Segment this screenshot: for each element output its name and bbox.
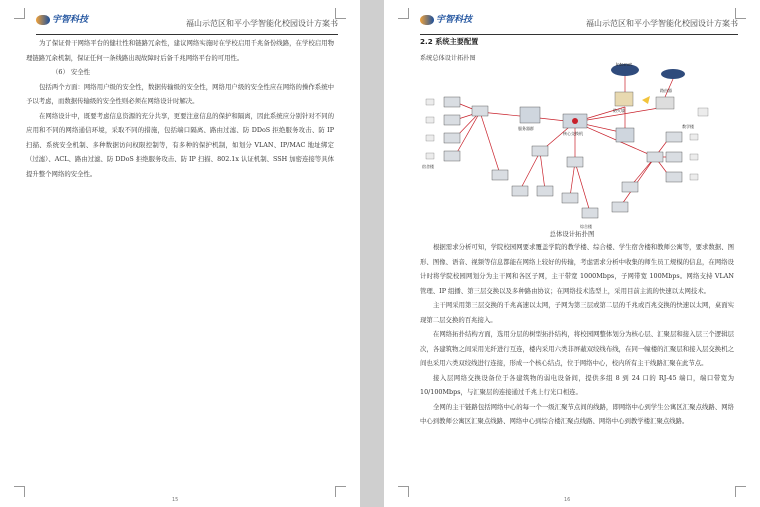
page-header [420, 14, 738, 35]
crop-mark [398, 8, 409, 19]
paragraph: 在网络拓扑结构方面，选用分层的树型拓扑结构，将校园网整体划分为核心层、汇聚层和接入层三个逻辑层次，各建筑物之间采用光纤进行互连，楼内采用六类非屏蔽双绞线布线，在同一幢楼的汇聚层和接入层交换机之间也采用六类双绞线进行连接，形成一个核心结点，位于网络中心，校内所有主干线路汇聚在此节点。 [420, 330, 734, 367]
paragraph: 在网络设计中，既要考虑信息资源的充分共享，更要注意信息的保护和隔离，因此系统应分别针对不同的应用和不同的网络通信环境，采取不同的措施，包括端口隔离、路由过滤、防 DDoS 拒绝服务攻击、防 IP 扫描、系统安全机制、多种数据访问权限控制等，有多种的保护机制，如划分 VLAN、IP/MAC 地址绑定（过滤）、ACL、路由过滤、防 DDoS 拒绝服务攻击、防 IP 扫描、802.1x 认证机制、SSH 加密连接等具体提升整个网络的安全性。 [26, 111, 334, 178]
logo-mark-icon [420, 15, 434, 25]
paragraph: 根据需求分析可知，学院校园网要求覆盖学院的教学楼、综合楼、学生宿舍楼和教师公寓等，要求数据、图形、图像、语音、视频等信息都能在网络上较好的传输，考虑需求分析中收集的师生员工规模的信息，在网络设计时将学院校园网划分为主干网和各区子网，主干带宽 1000Mbps，子网带宽 100Mbps。网络支持 VLAN 管理、IP 组播、第三层交换以及多种路由协议；在网络技术选型上，采用目前主流的快速以太网技术。 [420, 243, 734, 295]
crop-mark [398, 486, 409, 497]
right-page [384, 0, 760, 507]
diagram-label-servers: 服务器群 [518, 126, 534, 131]
company-logo [36, 12, 88, 25]
diagram-label-firewall: 防火墙 [613, 108, 625, 113]
crop-mark [14, 8, 25, 19]
crop-mark [14, 486, 25, 497]
page-gutter [360, 0, 384, 507]
logo-text: 宇智科技 [52, 15, 89, 25]
core-switch-icon [563, 114, 587, 128]
logo-text: 宇智科技 [436, 15, 473, 25]
paragraph: 全网的主干链路包括网络中心的每一个一级汇聚节点间的线路，即网络中心到学生公寓区汇聚点线路、网络中心到教师公寓区汇聚点线路、网络中心到综合楼汇聚点线路、网络中心到教学楼汇聚点线路。 [420, 402, 734, 425]
page-number: 15 [172, 497, 179, 503]
diagram-label-core: 核心交换机 [563, 131, 583, 136]
right-body [420, 240, 734, 429]
figure-caption: 总体设计拓扑图 [549, 230, 595, 238]
header-title: 福山示范区和平小学智能化校园设计方案书 [586, 19, 738, 28]
firewall-icon [615, 92, 674, 109]
header-title: 福山示范区和平小学智能化校园设计方案书 [186, 19, 338, 28]
paragraph-heading: （6） 安全性 [52, 68, 91, 76]
paragraph: 主干网采用第三层交换的千兆高速以太网，子网为第三层或第二层的千兆或百兆交换的快速以太网，桌面实现第二层交换的百兆接入。 [420, 301, 734, 324]
diagram-label-internet: Internet [616, 62, 632, 67]
left-page [0, 0, 360, 507]
left-body [26, 36, 334, 181]
crop-mark [735, 486, 746, 497]
logo-mark-icon [36, 15, 50, 25]
page-header [36, 14, 338, 35]
paragraph: 包括两个方面：网络用户级的安全性，数据传输级的安全性，网络用户级的安全性应在网络的操作系统中予以考虑，而数据传输级的安全性则必须在网络设计时解决。 [26, 82, 334, 105]
company-logo [420, 12, 472, 25]
diagram-label-office: 综合楼 [580, 224, 592, 229]
crop-mark [335, 486, 346, 497]
figure-label: 系统总体设计拓扑图 [420, 55, 476, 62]
paragraph: 为了保证骨干网络平台的健壮性和链路冗余性，建议网络实施时在学校启用千兆备份线路，在学校启用物理链路冗余机制，保证任何一条线路出现故障时后备千兆网络平台的可用性。 [26, 39, 334, 62]
section-title: 2.2 系统主要配置 [420, 37, 479, 46]
diagram-label-router: 路由器 [660, 88, 672, 93]
network-topology-diagram [420, 62, 730, 232]
paragraph: 接入层网络交换设备位于各建筑物的弱电设备间，提供多组 8 到 24 口的 RJ-45 端口，端口带宽为 10/100Mbps，与汇聚层的连接通过千兆上行光口相连。 [420, 373, 734, 396]
diagram-label-classroom: 教学楼 [682, 124, 694, 129]
page-number: 16 [564, 497, 571, 503]
diagram-label-dorm: 宿舍楼 [422, 164, 434, 169]
client-pc-icons [426, 99, 708, 180]
